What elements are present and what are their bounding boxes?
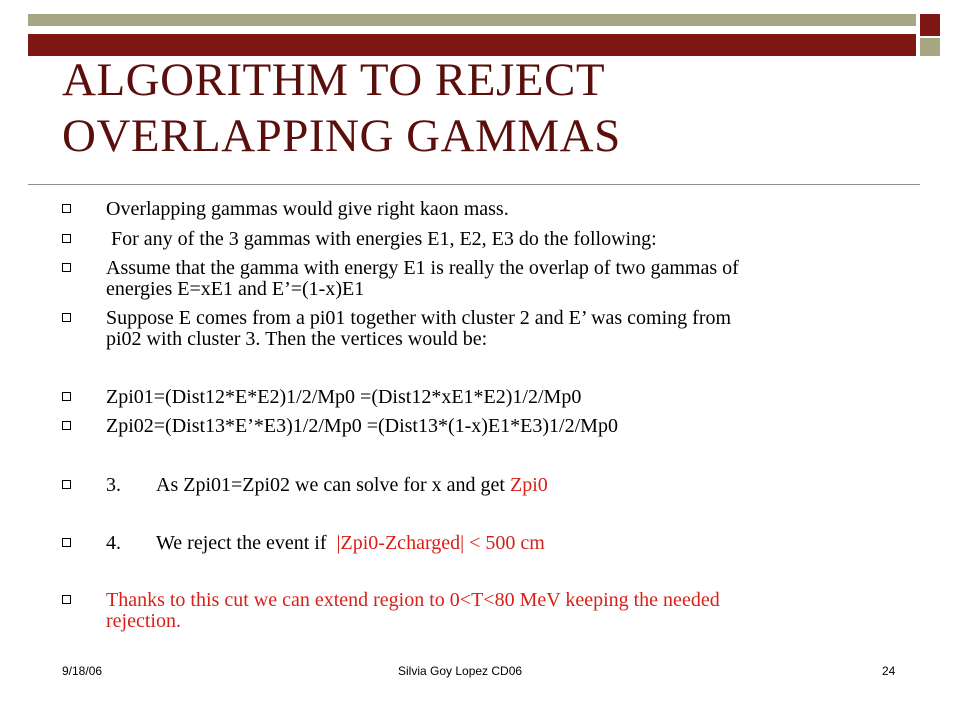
bullet-text: [106, 590, 918, 632]
bullet-text: [106, 258, 918, 300]
bullet-text: For any of the 3 gammas with energies E1, E2, E3 do the following:: [106, 228, 657, 250]
highlight-text: |Zpi0-Zcharged| < 500 cm: [336, 532, 545, 554]
corner-square-olive: [920, 38, 940, 56]
footer-author: Silvia Goy Lopez CD06: [398, 664, 523, 678]
step-text: As Zpi01=Zpi02 we can solve for x and get: [156, 474, 510, 496]
footer-page-number: 24: [882, 664, 896, 678]
title-line-1: ALGORITHM TO REJECT: [62, 54, 606, 106]
bullet-text-line: rejection.: [106, 610, 181, 632]
slide-title: [62, 52, 902, 164]
bullet-text: Overlapping gammas would give right kaon mass.: [106, 198, 509, 220]
bullet-square-icon: [62, 421, 71, 430]
corner-square-red: [920, 14, 940, 36]
bullet-text-line: Assume that the gamma with energy E1 is really the overlap of two gammas of: [106, 257, 739, 279]
header-decoration: [28, 14, 916, 56]
bullet-text: Zpi02=(Dist13*E’*E3)1/2/Mp0 =(Dist13*(1-x)E1*E3)1/2/Mp0: [106, 415, 618, 437]
bullet-text-line: Suppose E comes from a pi01 together with cluster 2 and E’ was coming from: [106, 307, 732, 329]
footer-date: 9/18/06: [62, 664, 103, 678]
bullet-text-line: energies E=xE1 and E’=(1-x)E1: [106, 278, 365, 300]
bullet-text-line: Thanks to this cut we can extend region to 0<T<80 MeV keeping the needed: [106, 589, 720, 611]
bullet-text: Zpi01=(Dist12*E*E2)1/2/Mp0 =(Dist12*xE1*E2)1/2/Mp0: [106, 386, 582, 408]
olive-stripe: [28, 14, 916, 26]
title-line-2: OVERLAPPING GAMMAS: [62, 110, 621, 162]
bullet-text: [106, 533, 918, 554]
bullet-square-icon: [62, 480, 71, 489]
bullet-square-icon: [62, 538, 71, 547]
bullet-text: [106, 475, 918, 496]
bullet-square-icon: [62, 392, 71, 401]
step-text: We reject the event if: [156, 532, 337, 554]
bullet-square-icon: [62, 313, 71, 322]
highlight-text: Zpi0: [509, 474, 548, 496]
step-number: 3.: [106, 474, 121, 496]
bullet-square-icon: [62, 263, 71, 272]
bullet-text: [106, 308, 918, 350]
title-divider: [28, 184, 920, 185]
bullet-square-icon: [62, 234, 71, 243]
step-number: 4.: [106, 532, 121, 554]
bullet-square-icon: [62, 595, 71, 604]
bullet-text-line: pi02 with cluster 3. Then the vertices would be:: [106, 328, 488, 350]
bullet-square-icon: [62, 204, 71, 213]
